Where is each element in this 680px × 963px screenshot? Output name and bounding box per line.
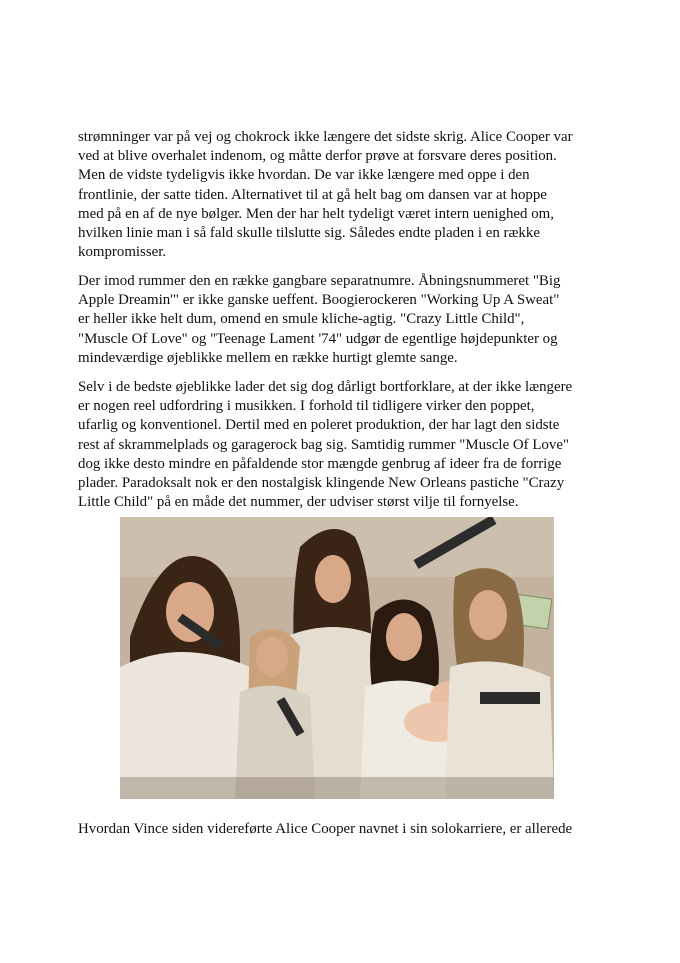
text-line: Hvordan Vince siden videreførte Alice Cooper navnet i sin solokarriere, er allerede (78, 821, 573, 837)
text-line: "Muscle Of Love" og "Teenage Lament '74" udgør de egentlige højdepunkter og (78, 330, 558, 347)
text-line: strømninger var på vej og chokrock ikke længere det sidste skrig. Alice Cooper var (78, 129, 573, 145)
text-line: mindeværdige øjeblikke mellem en række hurtigt glemte sange. (78, 349, 458, 366)
text-line: plader. Paradoksalt nok er den nostalgisk klingende New Orleans pastiche "Crazy (78, 475, 565, 492)
text-line: Apple Dreamin'" er ikke ganske ueffent. Boogierockeren "Working Up A Sweat" (78, 292, 560, 309)
text-line: er heller ikke helt dum, omend en smule kliche-agtig. "Crazy Little Child", (78, 311, 525, 328)
band-photo-image (120, 517, 554, 799)
paragraph-4 (78, 820, 614, 839)
paragraph-3 (78, 378, 614, 512)
text-line: Little Child" på en måde det nummer, der udviser størst vilje til fornyelse. (78, 494, 519, 511)
text-line: ved at blive overhalet indenom, og måtte derfor prøve at forsvare deres position. (78, 148, 557, 165)
paragraph-1 (78, 128, 614, 262)
text-line: dog ikke desto mindre en påfaldende stor mængde genbrug af ideer fra de forrige (78, 455, 562, 472)
text-line: Selv i de bedste øjeblikke lader det sig dog dårligt bortforklare, at der ikke længere (78, 379, 573, 395)
text-line: Men de vidste tydeligvis ikke hvordan. De var ikke længere med oppe i den (78, 167, 530, 184)
text-line: er nogen reel udfordring i musikken. I forhold til tidligere virker den poppet, (78, 398, 535, 415)
text-line: frontlinie, der satte tiden. Alternativet til at gå helt bag om dansen var at hoppe (78, 186, 547, 203)
text-line: hvilken linie man i så fald skulle tilslutte sig. Således endte pladen i en række (78, 225, 540, 242)
text-line: rest af skrammelplads og garagerock bag sig. Samtidig rummer "Muscle Of Love" (78, 436, 570, 453)
text-line: med på en af de nye bølger. Men der har helt tydeligt været intern uenighed om, (78, 205, 554, 222)
text-line: ufarlig og konventionel. Dertil med en poleret produktion, der har lagt den sidste (78, 417, 560, 434)
paragraph-2 (78, 272, 614, 368)
text-line: Der imod rummer den en række gangbare separatnumre. Åbningsnummeret "Big (78, 273, 561, 289)
text-line: kompromisser. (78, 244, 167, 261)
